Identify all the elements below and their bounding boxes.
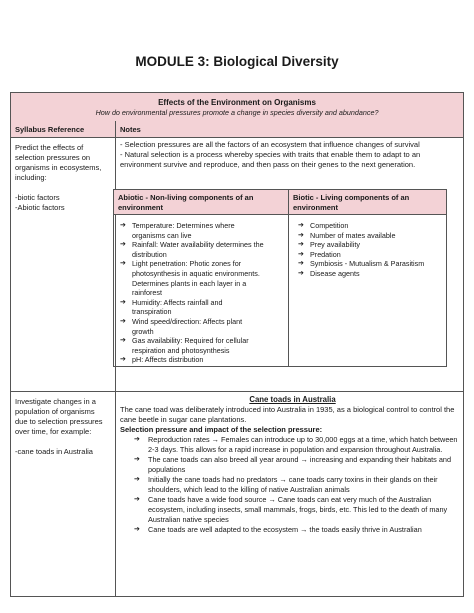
- table-header: [11, 93, 463, 122]
- arrow-bullet-icon: ➔: [120, 260, 126, 268]
- arrow-bullet-icon: ➔: [134, 496, 140, 503]
- list-item: [120, 475, 465, 495]
- page-title: MODULE 3: Biological Diversity: [135, 54, 339, 69]
- syllabus-line: over time, for example:: [15, 427, 92, 436]
- list-item: [294, 259, 444, 269]
- components-table: [113, 189, 447, 367]
- notes-line: environment survive and reproduce, and then pass on their genes to the next generation.: [120, 160, 416, 169]
- arrow-bullet-icon: ➔: [120, 222, 126, 229]
- spacer: [15, 437, 111, 447]
- list-item-text: Competition: [310, 221, 349, 230]
- arrow-bullet-icon: ➔: [120, 337, 126, 345]
- cane-toad-list: [120, 435, 465, 535]
- arrow-bullet-icon: ➔: [298, 269, 304, 277]
- row-divider: [11, 391, 463, 392]
- list-item-text: Disease agents: [310, 268, 360, 278]
- list-item: [294, 269, 444, 279]
- syllabus-line: Investigate changes in a: [15, 397, 96, 406]
- arrow-bullet-icon: ➔: [298, 241, 304, 249]
- list-item-text: Light penetration: Photic zones for photosynthesis in aquatic environments. Determines plants in each layer in a rainforest: [132, 259, 260, 298]
- syllabus-column-header: Syllabus Reference: [11, 121, 115, 138]
- list-item: [294, 250, 444, 260]
- list-item-text: pH: Affects distribution: [132, 355, 204, 365]
- list-item-text: Wind speed/direction: Affects plant growth: [132, 316, 243, 336]
- list-item: [116, 221, 264, 240]
- list-item: [120, 525, 465, 535]
- list-item-text: Initially the cane toads had no predators → cane toads carry toxins in their glands on their shoulders, which lead to the killing of native Australian animals: [148, 475, 438, 494]
- arrow-bullet-icon: ➔: [120, 356, 126, 364]
- notes-line: - Selection pressures are all the factors of an ecosystem that influence changes of survival: [120, 140, 420, 149]
- list-item: [120, 435, 465, 455]
- arrow-bullet-icon: ➔: [120, 241, 126, 249]
- cane-toad-intro: The cane toad was deliberately introduced into Australia in 1935, as a biological control to control the cane beetle in sugar cane plantations.: [120, 405, 455, 424]
- biotic-list: [294, 221, 444, 279]
- list-item: [294, 221, 444, 231]
- list-item: [120, 455, 465, 475]
- table-question: How do environmental pressures promote a change in species diversity and abundance?: [95, 108, 379, 117]
- arrow-bullet-icon: ➔: [120, 317, 126, 325]
- list-item: [294, 231, 444, 241]
- syllabus-line: selection pressures on: [15, 153, 91, 162]
- syllabus-line: -cane toads in Australia: [15, 447, 93, 456]
- arrow-bullet-icon: ➔: [120, 298, 126, 306]
- syllabus-line: due to selection pressures: [15, 417, 103, 426]
- list-item: [116, 240, 264, 259]
- notes-line: - Natural selection is a process whereby species with traits that enable them to adapt to an: [120, 150, 421, 159]
- syllabus-line: -biotic factors: [15, 193, 60, 202]
- list-item-text: Humidity: Affects rainfall and transpiration: [132, 297, 223, 317]
- arrow-bullet-icon: ➔: [134, 476, 140, 483]
- abiotic-list: [116, 221, 264, 365]
- list-item-text: Cane toads are well adapted to the ecosystem → the toads easily thrive in Australian: [148, 525, 422, 534]
- list-item-text: Prey availability: [310, 240, 360, 250]
- arrow-bullet-icon: ➔: [298, 260, 304, 268]
- cane-toad-notes: [120, 395, 465, 535]
- list-item-text: Symbiosis - Mutualism & Parasitism: [310, 259, 425, 269]
- biotic-header: Biotic - Living components of an environment: [289, 190, 446, 215]
- notes-cell-1: [120, 140, 460, 170]
- syllabus-cell-1: [15, 143, 111, 213]
- table-heading: Effects of the Environment on Organisms: [158, 98, 316, 107]
- arrow-bullet-icon: ➔: [134, 456, 140, 463]
- list-item: [116, 317, 264, 336]
- syllabus-line: including:: [15, 173, 47, 182]
- list-item: [116, 355, 264, 365]
- list-item: [116, 259, 264, 297]
- selection-pressure-heading: Selection pressure and impact of the selection pressure:: [120, 425, 323, 434]
- components-divider: [288, 190, 289, 366]
- syllabus-line: population of organisms: [15, 407, 95, 416]
- list-item: [294, 240, 444, 250]
- list-item-text: Rainfall: Water availability determines the distribution: [132, 240, 264, 259]
- syllabus-line: organisms in ecosystems,: [15, 163, 102, 172]
- notes-column-header: Notes: [116, 121, 463, 138]
- list-item-text: The cane toads can also breed all year around → increasing and expanding their habitats and populations: [148, 455, 452, 474]
- syllabus-cell-2: [15, 397, 111, 457]
- arrow-bullet-icon: ➔: [134, 526, 140, 533]
- list-item: [116, 336, 264, 355]
- list-item: [120, 495, 465, 525]
- list-item-text: Predation: [310, 249, 341, 259]
- list-item-text: Reproduction rates → Females can introduce up to 30,000 eggs at a time, which hatch between 2-3 days. This allows for a rapid increase in population and expansion throughout Australia.: [148, 435, 458, 454]
- abiotic-header: Abiotic - Non-living components of an environment: [114, 190, 288, 215]
- spacer: [15, 183, 111, 193]
- arrow-bullet-icon: ➔: [134, 436, 140, 443]
- syllabus-line: Predict the effects of: [15, 143, 84, 152]
- arrow-bullet-icon: ➔: [298, 231, 304, 239]
- arrow-bullet-icon: ➔: [298, 250, 304, 258]
- list-item-text: Gas availability: Required for cellular respiration and photosynthesis: [132, 336, 249, 355]
- arrow-bullet-icon: ➔: [298, 222, 304, 229]
- cane-toad-heading: Cane toads in Australia: [249, 395, 336, 404]
- list-item-text: Temperature: Determines where organisms can live: [132, 221, 235, 240]
- list-item-text: Cane toads have a wide food source → Cane toads can eat very much of the Australian ecosystem, including insects, small mammals, frogs, birds, etc. This led to the death of many Australian native species: [148, 495, 448, 524]
- list-item: [116, 298, 264, 317]
- syllabus-line: -Abiotic factors: [15, 203, 65, 212]
- list-item-text: Number of mates available: [310, 230, 396, 240]
